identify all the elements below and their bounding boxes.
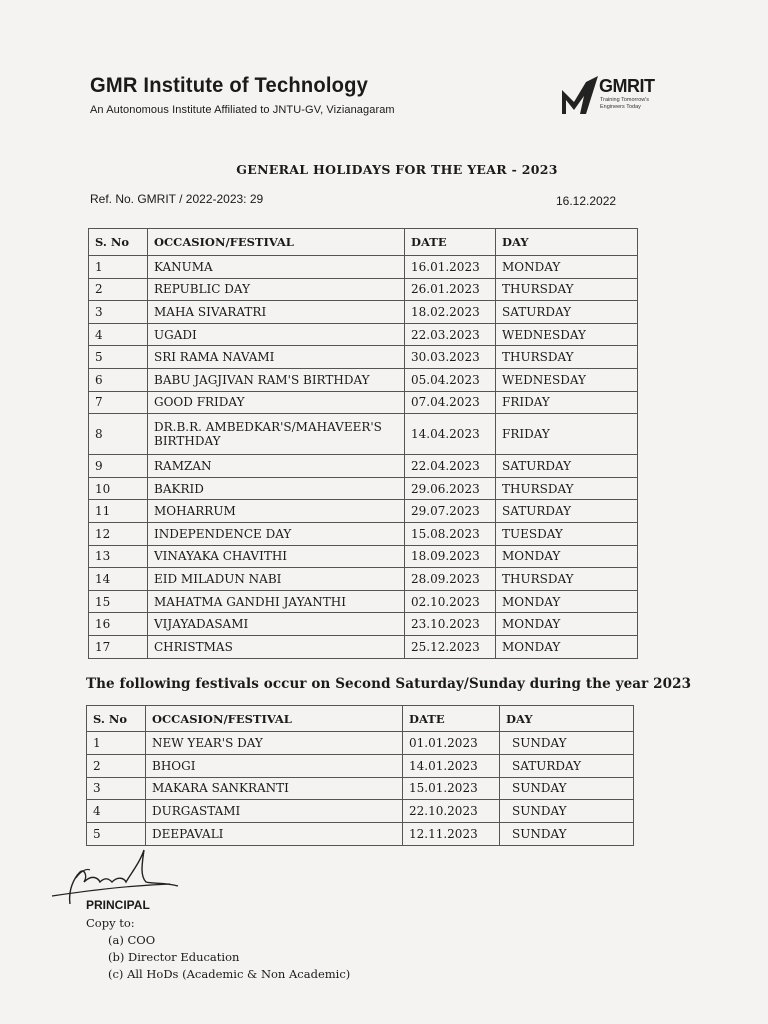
cell-date: 22.10.2023	[403, 800, 500, 823]
cell-occasion: DURGASTAMI	[146, 800, 403, 823]
cell-sno: 3	[87, 777, 146, 800]
copy-to-item: (c) All HoDs (Academic & Non Academic)	[108, 967, 351, 981]
cell-date: 22.03.2023	[405, 323, 496, 346]
institute-name: GMR Institute of Technology	[90, 74, 369, 97]
table-row	[89, 256, 638, 279]
cell-occasion: MOHARRUM	[148, 500, 405, 523]
copy-to-item: (a) COO	[108, 933, 156, 947]
cell-occasion: MAHATMA GANDHI JAYANTHI	[148, 590, 405, 613]
reference-date: 16.12.2022	[556, 194, 617, 208]
cell-sno: 14	[89, 568, 148, 591]
document-title: GENERAL HOLIDAYS FOR THE YEAR - 2023	[236, 162, 558, 177]
cell-date: 05.04.2023	[405, 368, 496, 391]
cell-day: SUNDAY	[500, 732, 634, 755]
table-row	[87, 800, 634, 823]
header-date: DATE	[405, 229, 496, 256]
cell-date: 18.09.2023	[405, 545, 496, 568]
cell-sno: 2	[89, 278, 148, 301]
table-row	[89, 568, 638, 591]
cell-day: MONDAY	[496, 613, 638, 636]
header-occasion: OCCASION/FESTIVAL	[148, 229, 405, 256]
cell-sno: 8	[89, 414, 148, 455]
cell-day: THURSDAY	[496, 278, 638, 301]
cell-occasion: INDEPENDENCE DAY	[148, 522, 405, 545]
cell-day: SUNDAY	[500, 800, 634, 823]
cell-date: 25.12.2023	[405, 635, 496, 658]
cell-day: MONDAY	[496, 256, 638, 279]
cell-date: 15.08.2023	[405, 522, 496, 545]
cell-day: THURSDAY	[496, 477, 638, 500]
cell-sno: 15	[89, 590, 148, 613]
table-row	[89, 613, 638, 636]
cell-sno: 16	[89, 613, 148, 636]
cell-occasion: VINAYAKA CHAVITHI	[148, 545, 405, 568]
cell-occasion: RAMZAN	[148, 455, 405, 478]
cell-sno: 1	[87, 732, 146, 755]
table-row	[89, 477, 638, 500]
cell-occasion: CHRISTMAS	[148, 635, 405, 658]
cell-day: SATURDAY	[500, 754, 634, 777]
cell-sno: 6	[89, 368, 148, 391]
cell-day: TUESDAY	[496, 522, 638, 545]
header-date: DATE	[403, 706, 500, 732]
institute-subtitle: An Autonomous Institute Affiliated to JNTU-GV, Vizianagaram	[90, 104, 395, 116]
cell-day: WEDNESDAY	[496, 368, 638, 391]
weekend-festivals-table	[86, 705, 634, 846]
cell-day: MONDAY	[496, 590, 638, 613]
table-row	[89, 278, 638, 301]
cell-sno: 5	[87, 823, 146, 846]
header-day: DAY	[500, 706, 634, 732]
cell-occasion: DR.B.R. AMBEDKAR'S/MAHAVEER'S BIRTHDAY	[148, 414, 405, 455]
cell-sno: 4	[89, 323, 148, 346]
cell-day: FRIDAY	[496, 414, 638, 455]
copy-to-list	[108, 932, 350, 983]
cell-sno: 17	[89, 635, 148, 658]
general-holidays-body	[89, 256, 638, 659]
cell-sno: 7	[89, 391, 148, 414]
copy-to-item: (b) Director Education	[108, 950, 240, 964]
cell-date: 07.04.2023	[405, 391, 496, 414]
cell-sno: 10	[89, 477, 148, 500]
cell-occasion: DEEPAVALI	[146, 823, 403, 846]
table-row	[87, 732, 634, 755]
cell-sno: 13	[89, 545, 148, 568]
cell-date: 30.03.2023	[405, 346, 496, 369]
cell-occasion: KANUMA	[148, 256, 405, 279]
cell-sno: 3	[89, 301, 148, 324]
cell-sno: 4	[87, 800, 146, 823]
cell-day: MONDAY	[496, 545, 638, 568]
cell-date: 22.04.2023	[405, 455, 496, 478]
logo-text: GMRIT	[599, 76, 655, 96]
table-row	[89, 590, 638, 613]
cell-date: 28.09.2023	[405, 568, 496, 591]
table-row	[89, 522, 638, 545]
table-row	[89, 323, 638, 346]
cell-sno: 2	[87, 754, 146, 777]
cell-date: 29.06.2023	[405, 477, 496, 500]
cell-occasion: MAKARA SANKRANTI	[146, 777, 403, 800]
cell-date: 14.04.2023	[405, 414, 496, 455]
cell-day: SATURDAY	[496, 301, 638, 324]
cell-sno: 11	[89, 500, 148, 523]
cell-occasion: GOOD FRIDAY	[148, 391, 405, 414]
cell-occasion: UGADI	[148, 323, 405, 346]
header-occasion: OCCASION/FESTIVAL	[146, 706, 403, 732]
cell-date: 29.07.2023	[405, 500, 496, 523]
cell-day: SATURDAY	[496, 455, 638, 478]
cell-sno: 9	[89, 455, 148, 478]
cell-occasion: NEW YEAR'S DAY	[146, 732, 403, 755]
header-day: DAY	[496, 229, 638, 256]
table-row	[89, 301, 638, 324]
table-header-row	[87, 706, 634, 732]
cell-date: 23.10.2023	[405, 613, 496, 636]
table-row	[87, 754, 634, 777]
cell-sno: 12	[89, 522, 148, 545]
table-row	[89, 346, 638, 369]
logo-tagline: Training Tomorrow's Engineers Today	[600, 97, 650, 110]
copy-to-label: Copy to:	[86, 916, 135, 930]
cell-occasion: BABU JAGJIVAN RAM'S BIRTHDAY	[148, 368, 405, 391]
cell-date: 02.10.2023	[405, 590, 496, 613]
cell-occasion: EID MILADUN NABI	[148, 568, 405, 591]
cell-date: 14.01.2023	[403, 754, 500, 777]
gmrit-logo	[562, 76, 662, 120]
cell-occasion: BHOGI	[146, 754, 403, 777]
cell-sno: 5	[89, 346, 148, 369]
table-row	[89, 545, 638, 568]
cell-date: 26.01.2023	[405, 278, 496, 301]
cell-day: WEDNESDAY	[496, 323, 638, 346]
cell-day: SATURDAY	[496, 500, 638, 523]
cell-day: THURSDAY	[496, 346, 638, 369]
cell-day: SUNDAY	[500, 823, 634, 846]
second-saturday-sunday-title: The following festivals occur on Second Saturday/Sunday during the year 2023	[86, 676, 692, 692]
table-row	[89, 500, 638, 523]
table-row	[87, 777, 634, 800]
cell-day: SUNDAY	[500, 777, 634, 800]
cell-occasion: VIJAYADASAMI	[148, 613, 405, 636]
cell-date: 12.11.2023	[403, 823, 500, 846]
reference-number: Ref. No. GMRIT / 2022-2023: 29	[90, 192, 264, 206]
cell-occasion: SRI RAMA NAVAMI	[148, 346, 405, 369]
table-header-row	[89, 229, 638, 256]
cell-date: 01.01.2023	[403, 732, 500, 755]
weekend-festivals-body	[87, 732, 634, 846]
table-row	[89, 391, 638, 414]
cell-occasion: REPUBLIC DAY	[148, 278, 405, 301]
cell-date: 18.02.2023	[405, 301, 496, 324]
header-sno: S. No	[89, 229, 148, 256]
table-row	[89, 368, 638, 391]
cell-sno: 1	[89, 256, 148, 279]
table-row	[89, 414, 638, 455]
gmrit-logo-icon	[562, 76, 598, 114]
table-row	[89, 455, 638, 478]
cell-occasion: BAKRID	[148, 477, 405, 500]
cell-date: 15.01.2023	[403, 777, 500, 800]
signatory-title: PRINCIPAL	[86, 898, 150, 912]
cell-date: 16.01.2023	[405, 256, 496, 279]
header-sno: S. No	[87, 706, 146, 732]
cell-day: THURSDAY	[496, 568, 638, 591]
cell-day: MONDAY	[496, 635, 638, 658]
cell-occasion: MAHA SIVARATRI	[148, 301, 405, 324]
table-row	[89, 635, 638, 658]
general-holidays-table	[88, 228, 638, 659]
cell-day: FRIDAY	[496, 391, 638, 414]
